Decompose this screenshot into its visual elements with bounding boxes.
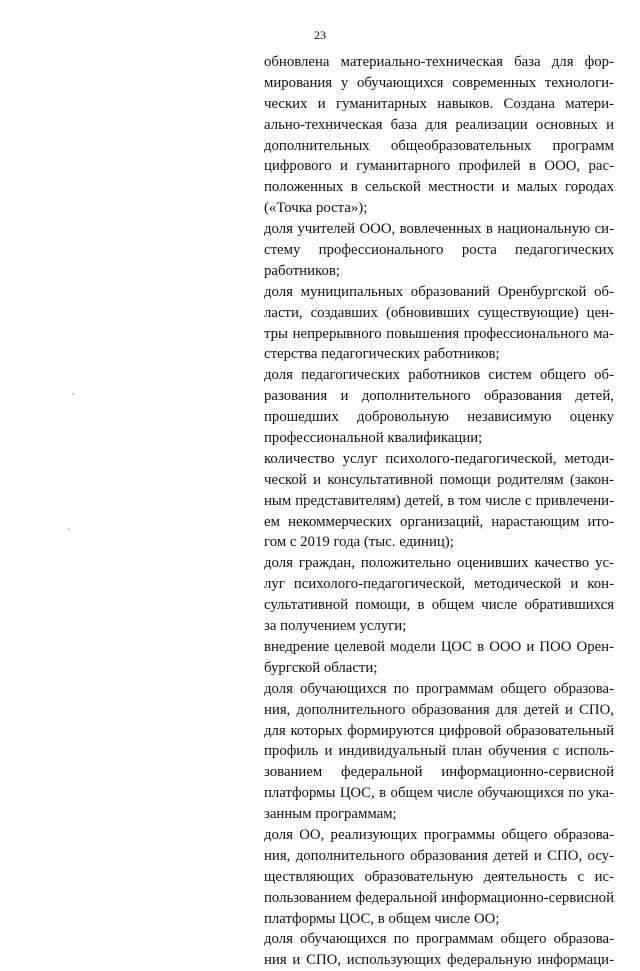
text-line: стему профессионального роста педагогических xyxy=(264,242,614,259)
text-line: внедрение целевой модели ЦОС в ООО и ПОО Орен- xyxy=(264,638,614,655)
text-line: гом с 2019 года (тыс. единиц); xyxy=(264,534,454,551)
text-line: количество услуг психолого-педагогической, методи- xyxy=(264,450,614,467)
scan-speck xyxy=(68,528,70,530)
text-line: стерства педагогических работников; xyxy=(264,346,500,363)
text-line: доля граждан, положительно оценивших качество ус- xyxy=(264,555,614,572)
page-number: 23 xyxy=(314,28,326,42)
text-line: луг психолого-педагогической, методической и кон- xyxy=(264,576,614,593)
text-line: обновлена материально-техническая база для фор- xyxy=(264,54,614,70)
text-line: за получением услуги; xyxy=(264,618,407,635)
text-line: работников; xyxy=(264,262,340,279)
scan-speck xyxy=(72,393,74,395)
text-line: доля обучающихся по программам общего образова- xyxy=(264,680,614,697)
text-line: профиль и индивидуальный план обучения с исполь- xyxy=(264,743,614,760)
text-line: сультативной помощи, в общем числе обратившихся xyxy=(264,597,614,614)
text-line: ласти, создавших (обновивших существующие) цен- xyxy=(264,304,614,321)
text-line: ческих и гуманитарных навыков. Создана матери- xyxy=(264,95,614,112)
text-line: положенных в сельской местности и малых городах xyxy=(264,179,614,196)
text-line: ния и СПО, использующих федеральную информаци- xyxy=(264,952,614,969)
text-line: профессиональной квалификации; xyxy=(264,430,483,447)
text-line: ным представителям) детей, в том числе с привлечени- xyxy=(264,492,614,509)
text-line: доля учителей ООО, вовлеченных в национальную си- xyxy=(264,221,614,238)
text-line: («Точка роста»); xyxy=(264,200,368,217)
text-line: ческой и консультативной помощи родителям (закон- xyxy=(264,471,614,488)
text-line: зованием федеральной информационно-сервисной xyxy=(264,764,614,781)
text-line: бургской области; xyxy=(264,659,378,676)
text-line: ем некоммерческих организаций, нарастающим ито- xyxy=(264,513,614,530)
text-line: ния, дополнительного образования для детей и СПО, xyxy=(264,701,614,718)
body-text xyxy=(264,52,614,971)
text-line: ально-техническая база для реализации основных и xyxy=(264,116,614,133)
text-line: доля педагогических работников систем общего об- xyxy=(264,367,614,384)
text-line: платформы ЦОС, в общем числе обучающихся по ука- xyxy=(264,785,614,802)
text-line: доля обучающихся по программам общего образова- xyxy=(264,931,614,948)
text-line: ния, дополнительного образования детей и СПО, осу- xyxy=(264,847,614,864)
text-line: занным программам; xyxy=(264,806,397,823)
text-line: ществляющих образовательную деятельность с ис- xyxy=(264,868,614,885)
text-line: доля муниципальных образований Оренбургской об- xyxy=(264,283,614,300)
text-line: прошедших добровольную независимую оценку xyxy=(264,409,614,426)
text-line: разования и дополнительного образования детей, xyxy=(264,388,614,405)
text-line: тры непрерывного повышения профессионального ма- xyxy=(264,325,614,342)
text-line: для которых формируются цифровой образовательный xyxy=(264,722,614,739)
text-line: дополнительных общеобразовательных программ xyxy=(264,137,614,154)
text-line: мирования у обучающихся современных технологи- xyxy=(264,74,614,91)
text-line: платформы ЦОС, в общем числе ОО; xyxy=(264,910,500,927)
text-line: доля ОО, реализующих программы общего образова- xyxy=(264,826,614,843)
text-line: цифрового и гуманитарного профилей в ООО, рас- xyxy=(264,158,614,175)
text-line: пользованием федеральной информационно-сервисной xyxy=(264,889,614,906)
